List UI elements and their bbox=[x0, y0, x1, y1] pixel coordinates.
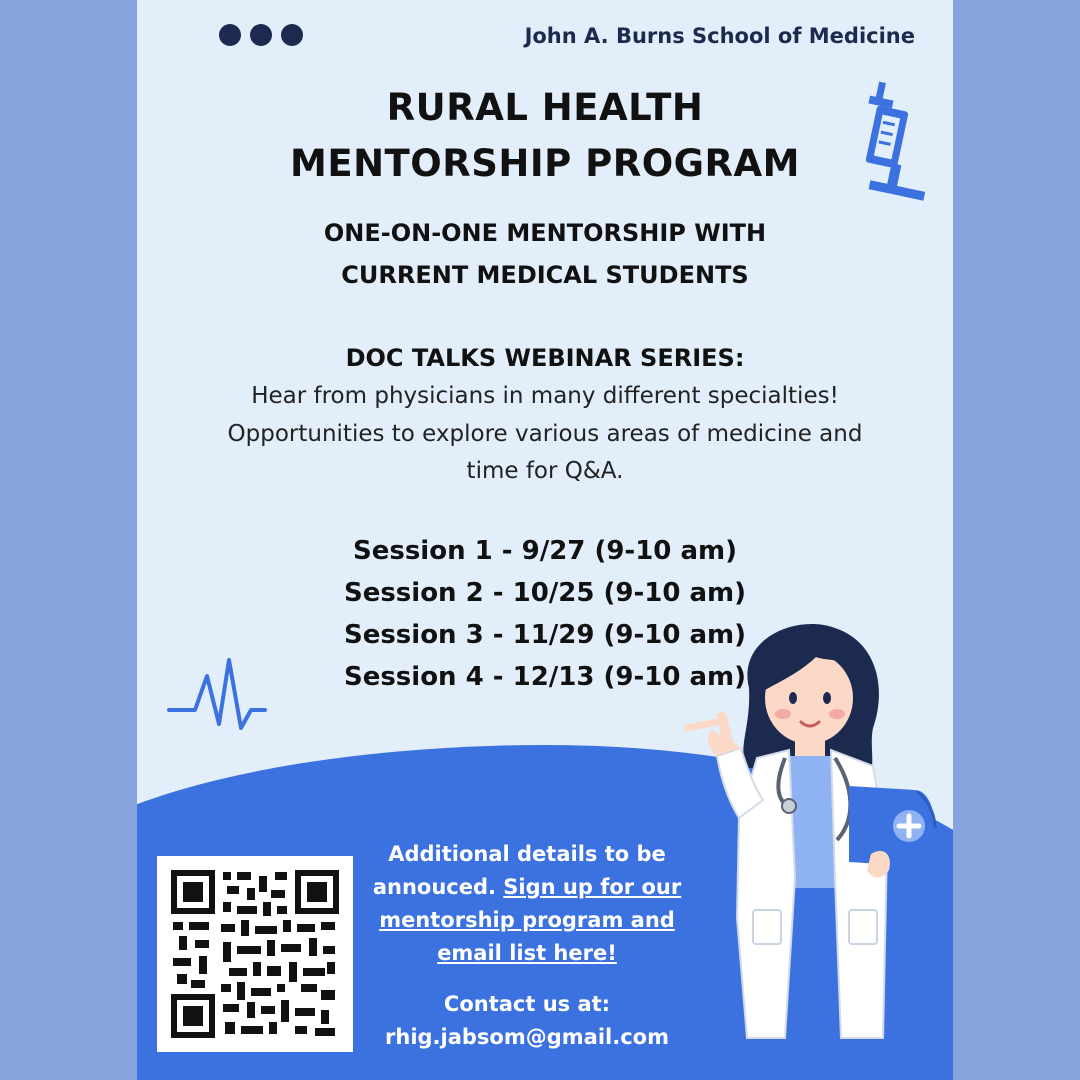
webinar-description: Hear from physicians in many different specialties! Opportunities to explore various areas of medicine and time for Q&A. bbox=[227, 383, 863, 484]
signup-link[interactable]: Sign up for our mentorship program and email list here! bbox=[379, 875, 682, 965]
session-item: Session 2 - 10/25 (9-10 am) bbox=[343, 578, 747, 608]
details-intro: Additional details to be annouced. bbox=[372, 842, 666, 899]
subtitle-line1: ONE-ON-ONE MENTORSHIP WITH bbox=[323, 219, 767, 247]
dots-icon bbox=[219, 24, 303, 46]
qr-code-pattern bbox=[171, 870, 339, 1038]
contact-email[interactable]: rhig.jabsom@gmail.com bbox=[385, 1025, 669, 1049]
dot bbox=[250, 24, 272, 46]
session-item: Session 4 - 12/13 (9-10 am) bbox=[343, 662, 747, 692]
details-block bbox=[357, 838, 697, 970]
syringe-icon bbox=[863, 80, 933, 210]
poster bbox=[137, 0, 953, 1080]
webinar-heading: DOC TALKS WEBINAR SERIES: bbox=[345, 344, 745, 372]
doctor-illustration bbox=[677, 618, 953, 1080]
program-title bbox=[137, 80, 953, 192]
qr-code[interactable] bbox=[157, 856, 353, 1052]
dot bbox=[281, 24, 303, 46]
dot bbox=[219, 24, 241, 46]
school-name: John A. Burns School of Medicine bbox=[524, 24, 915, 48]
contact-label: Contact us at: bbox=[443, 992, 611, 1016]
mentorship-subtitle bbox=[137, 212, 953, 296]
session-item: Session 3 - 11/29 (9-10 am) bbox=[343, 620, 747, 650]
subtitle-line2: CURRENT MEDICAL STUDENTS bbox=[341, 261, 749, 289]
contact-block bbox=[357, 988, 697, 1054]
heartbeat-icon bbox=[167, 654, 267, 734]
session-item: Session 1 - 9/27 (9-10 am) bbox=[353, 536, 737, 566]
program-title-line2: MENTORSHIP PROGRAM bbox=[290, 142, 800, 185]
program-title-line1: RURAL HEALTH bbox=[386, 86, 704, 129]
